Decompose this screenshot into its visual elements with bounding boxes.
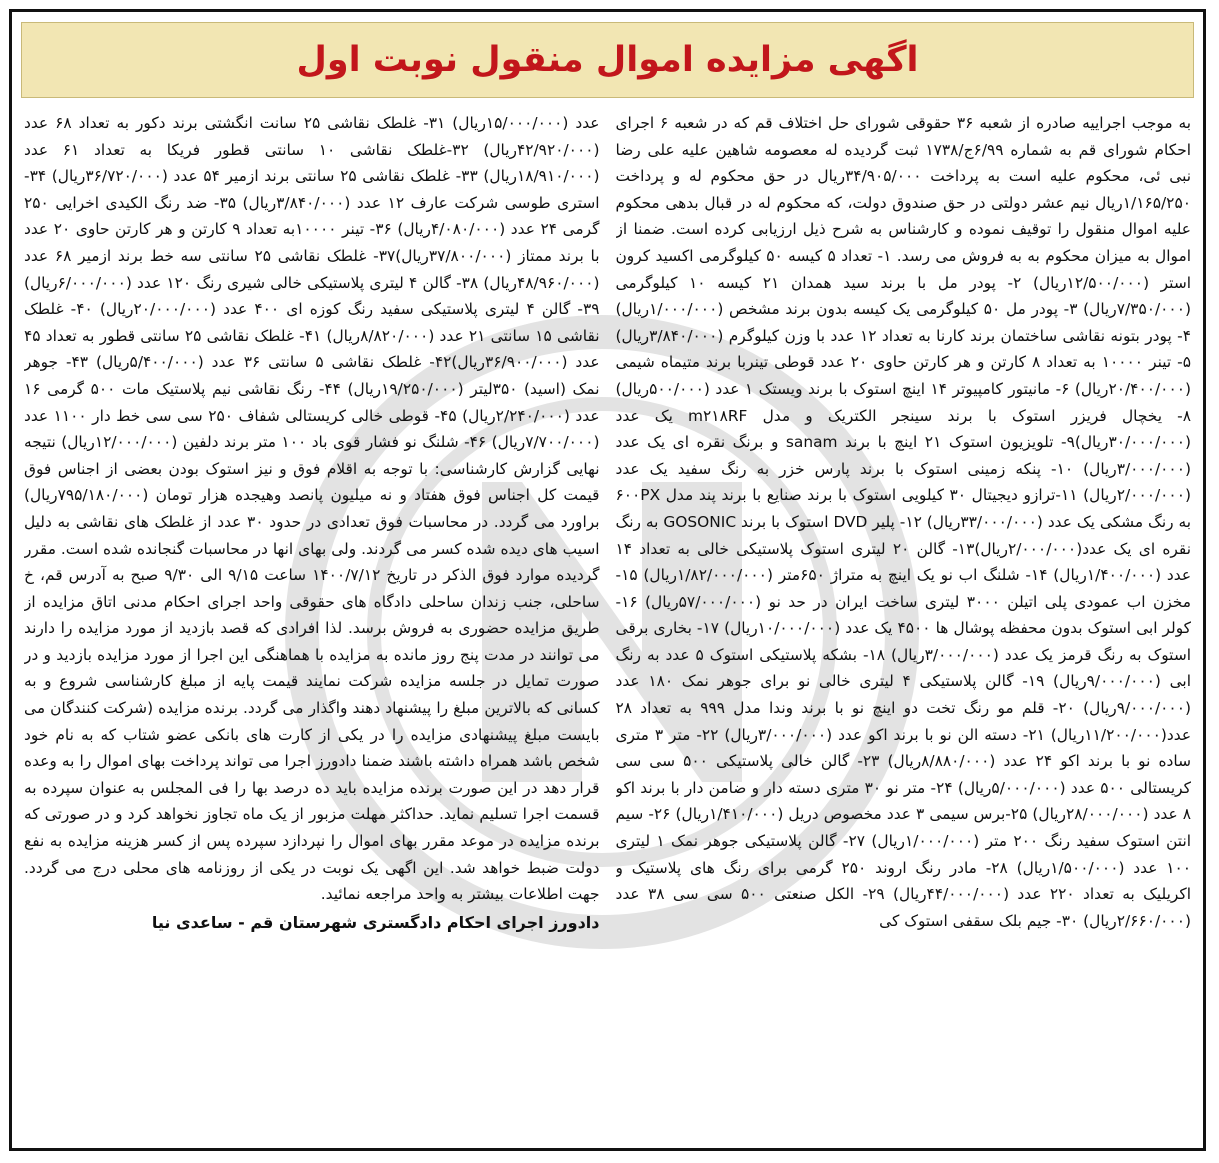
right-column-text: به موجب اجراییه صادره از شعبه ۳۶ حقوقی شورای حل اختلاف قم که در شعبه ۶ اجرای احکام شورای قم به شماره ۶/۹۹ج/۱۷۳۸ ثبت گردیده له معصومه شاهین علیه علی رضا نبی ئی، محکوم علیه است به پرداخت ۳۴/۹۰۵/۰۰۰ریال در حق محکوم له و پرداخت ۱/۱۶۵/۲۵۰ریال نیم عشر دولتی در حق صندوق دولت، که محکوم له در قبال بدهی محکوم علیه اموال منقول را توقیف نموده و کارشناس به شرح ذیل ارزیابی کرده است. ضمنا از اموال به میزان محکوم به به فروش می رسد. ۱- تعداد ۵ کیسه ۵۰ کیلوگرمی اکسید کرون استر (۱۲/۵۰۰/۰۰۰ریال) ۲- پودر مل با برند سید همدان ۲۱ کیسه ۱۰ کیلوگرمی (۷/۳۵۰/۰۰۰ریال) ۳- پودر مل ۵۰ کیلوگرمی یک کیسه بدون برند مشخص (۱/۰۰۰/۰۰۰ریال) ۴- پودر بتونه نقاشی ساختمان برند کارنا به تعداد ۱۲ عدد با وزن کیلوگرم (۳/۸۴۰/۰۰۰ریال) ۵- تینر ۱۰۰۰۰ به تعداد ۸ کارتن و هر کارتن حاوی ۲۰ عدد قوطی تینربا برند متیماه شیمی (۲۰/۴۰۰/۰۰۰ریال) ۶- مانیتور کامپیوتر ۱۴ اینچ استوک با برند ویستک ۱ عدد (۵۰۰/۰۰۰ریال) ۸- یخچال فریزر استوک با برند سینجر الکتریک و مدل m۲۱۸RF یک عدد (۳۰/۰۰۰/۰۰۰ریال)۹- تلویزیون استوک ۲۱ اینچ با برند sanam و برنگ نقره ای یک عدد (۳/۰۰۰/۰۰۰ریال) ۱۰- پنکه زمینی استوک با برند پارس خزر به رنگ سفید یک عدد (۲/۰۰۰/۰۰۰ریال) ۱۱-ترازو دیجیتال ۳۰ کیلویی استوک با برند صنایع با برند پند مدل ۶۰۰PX به رنگ مشکی یک عدد (۳۳/۰۰۰/۰۰۰ریال) ۱۲- پلیر DVD استوک با برند GOSONIC به رنگ نقره ای یک عدد(۲/۰۰۰/۰۰۰ریال)۱۳- گالن ۲۰ لیتری استوک پلاستیکی خالی به تعداد ۱۴ عدد (۱/۴۰۰/۰۰۰ریال) ۱۴- شلنگ اب نو یک اینچ به متراژ ۶۵۰متر (۱/۸۲/۰۰۰/۰۰۰ریال) ۱۵- مخزن اب عمودی پلی اتیلن ۳۰۰۰ لیتری ساخت ایران در حد نو (۵۷/۰۰۰/۰۰۰ریال) ۱۶- کولر ابی استوک بدون محفظه پوشال ها ۴۵۰۰ یک عدد (۱۰/۰۰۰/۰۰۰ریال) ۱۷- بخاری برقی استوک به رنگ قرمز یک عدد (۳/۰۰۰/۰۰۰ریال) ۱۸- بشکه پلاستیکی استوک ۵ عدد به رنگ ابی (۹/۰۰۰/۰۰۰ریال) ۱۹- گالن پلاستیکی ۴ لیتری خالی نو برای جوهر نمک ۱۸۰ عدد (۹/۰۰۰/۰۰۰ریال) ۲۰- قلم مو رنگ تخت دو اینچ نو با برند وندا مدل ۹۹۹ به تعداد ۲۸ عدد(۱۱/۲۰۰/۰۰۰ریال) ۲۱- دسته الن نو با برند اکو عدد (۳/۰۰۰/۰۰۰ریال) ۲۲- متر ۳ متری ساده نو با برند اکو ۲۴ عدد (۸/۸۸۰/۰۰۰ریال) ۲۳- گالن خالی پلاستیکی ۵۰۰ سی سی کریستالی ۵۰۰ عدد (۵/۰۰۰/۰۰۰ریال) ۲۴- متر نو ۳۰ متری دسته دار و ضامن دار با برند اکو ۸ عدد (۲۸/۰۰۰/۰۰۰ریال) ۲۵-برس سیمی ۳ عدد مخصوص دریل (۱/۴۱۰/۰۰۰ریال) ۲۶- سیم انتن استوک سفید رنگ ۲۰۰ متر (۱/۰۰۰/۰۰۰ریال) ۲۷- گالن پلاستیکی جوهر نمک ۱ لیتری ۱۰۰ عدد (۱/۵۰۰/۰۰۰ریال) ۲۸- مادر رنگ اروند ۲۵۰ گرمی برای رنگ های پلاستیک و اکریلیک به تعداد ۲۲۰ عدد (۴۴/۰۰۰/۰۰۰ریال) ۲۹- الکل صنعتی ۵۰۰ سی سی ۳۸ عدد (۲/۶۶۰/۰۰۰ریال) ۳۰- جیم بلک سقفی استوک کی — [615, 114, 1191, 930]
notice-body — [24, 110, 1191, 1140]
left-column-text: عدد (۱۵/۰۰۰/۰۰۰ریال) ۳۱- غلطک نقاشی ۲۵ سانت انگشتی برند دکور به تعداد ۶۸ عدد (۴۲/۹۲۰/۰۰۰ریال) ۳۲-غلطک نقاشی ۱۰ سانتی قطور فریکا به تعداد ۶۱ عدد (۱۸/۹۱۰/۰۰۰ریال) ۳۳- غلطک نقاشی ۲۵ سانتی برند ازمیر ۵۴ عدد (۳۶/۷۲۰/۰۰۰ریال) ۳۴- استری طوسی شرکت عارف ۱۲ عدد (۳/۸۴۰/۰۰۰ریال) ۳۵- ضد رنگ الکیدی اخرایی ۲۵۰ گرمی ۲۴ عدد (۴/۰۸۰/۰۰۰ریال) ۳۶- تینر ۱۰۰۰۰به تعداد ۹ کارتن و هر کارتن حاوی ۲۰ عدد با برند ممتاز (۳۷/۸۰۰/۰۰۰ریال)۳۷- غلطک نقاشی ۲۵ سانتی سه خط برند ازمیر ۶۸ عدد (۴۸/۹۶۰/۰۰۰ریال) ۳۸- گالن ۴ لیتری پلاستیکی خالی شیری رنگ ۱۲۰ عدد (۶/۰۰۰/۰۰۰ریال) ۳۹- گالن ۴ لیتری پلاستیکی سفید رنگ کوزه ای ۴۰۰ عدد (۲۰/۰۰۰/۰۰۰ریال) ۴۰- غلطک نقاشی ۱۵ سانتی ۲۱ عدد (۸/۸۲۰/۰۰۰ریال) ۴۱- غلطک نقاشی ۲۵ سانتی قطور به تعداد ۴۵ عدد (۳۶/۹۰۰/۰۰۰ریال)۴۲- غلطک نقاشی ۵ سانتی ۳۶ عدد (۵/۴۰۰/۰۰۰ریال) ۴۳- جوهر نمک (اسید) ۳۵۰لیتر (۱۹/۲۵۰/۰۰۰ریال) ۴۴- رنگ نقاشی نیم پلاستیک مات ۵۰۰ گرمی ۱۶ عدد (۲/۲۴۰/۰۰۰ریال) ۴۵- قوطی خالی کریستالی شفاف ۲۵۰ سی سی خط دار ۱۱۰۰ عدد (۷/۷۰۰/۰۰۰ریال) ۴۶- شلنگ نو فشار قوی باد ۱۰۰ متر برند دلفین (۱۲/۰۰۰/۰۰۰ریال) نتیجه نهایی گزارش کارشناسی: با توجه به اقلام فوق و نیز استوک بودن بعضی از اجناس فوق قیمت کل اجناس فوق هفتاد و نه میلیون پانصد وهیجده هزار تومان (۷۹۵/۱۸۰/۰۰۰ریال) براورد می گردد. در محاسبات فوق تعدادی در حدود ۳۰ عدد از غلطک های نقاشی به دلیل اسیب های دیده شده کسر می گردند. ولی بهای انها در محاسبات گنجانده شده است. مقرر گردیده موارد فوق الذکر در تاریخ ۱۴۰۰/۷/۱۲ ساعت ۹/۱۵ الی ۹/۳۰ صبح به آدرس قم، خ ساحلی، جنب زندان ساحلی دادگاه های حقوقی واحد اجرای احکام مدنی اتاق مزایده از طریق مزایده حضوری به فروش برسد. لذا افرادی که قصد بازدید از مورد مزایده را دارند می توانند در مدت پنج روز مانده به مزایده با هماهنگی این اجرا از مورد مزایده بازدید و در صورت تمایل در جلسه مزایده شرکت نمایند قیمت پایه از مبلغ کارشناسی شروع و به کسانی که بالاترین مبلغ را پیشنهاد دهند واگذار می گردد. برنده مزایده (شرکت کنندگان می بایست مبلغ پیشنهادی مزایده را در یکی از کارت های بانکی عضو شتاب که به نام خود شخص باشد همراه داشته باشند ضمنا دادورز اجرا می تواند پرداخت بهای اموال را به وعده قرار دهد در این صورت برنده مزایده باید ده درصد بها را فی المجلس به عنوان سپرده به قسمت اجرا تسلیم نماید. حداکثر مهلت مزبور از یک ماه تجاوز نخواهد کرد و در صورتی که برنده مزایده در موعد مقرر بهای اموال را نپردازد سپرده پس از کسر هزینه مزایده به نفع دولت ضبط خواهد شد. این اگهی یک نوبت در یکی از روزنامه های محلی درج می گردد. جهت اطلاعات بیشتر به واحد مراجعه نمائید. — [24, 114, 600, 904]
signature: دادورز اجرای احکام دادگستری شهرستان قم - ساعدی نیا — [151, 912, 600, 932]
title-banner — [21, 22, 1194, 98]
right-column — [616, 110, 1192, 1140]
notice-frame — [9, 9, 1206, 1151]
left-column — [24, 110, 600, 1140]
notice-title: اگهی مزایده اموال منقول نوبت اول — [296, 40, 919, 80]
